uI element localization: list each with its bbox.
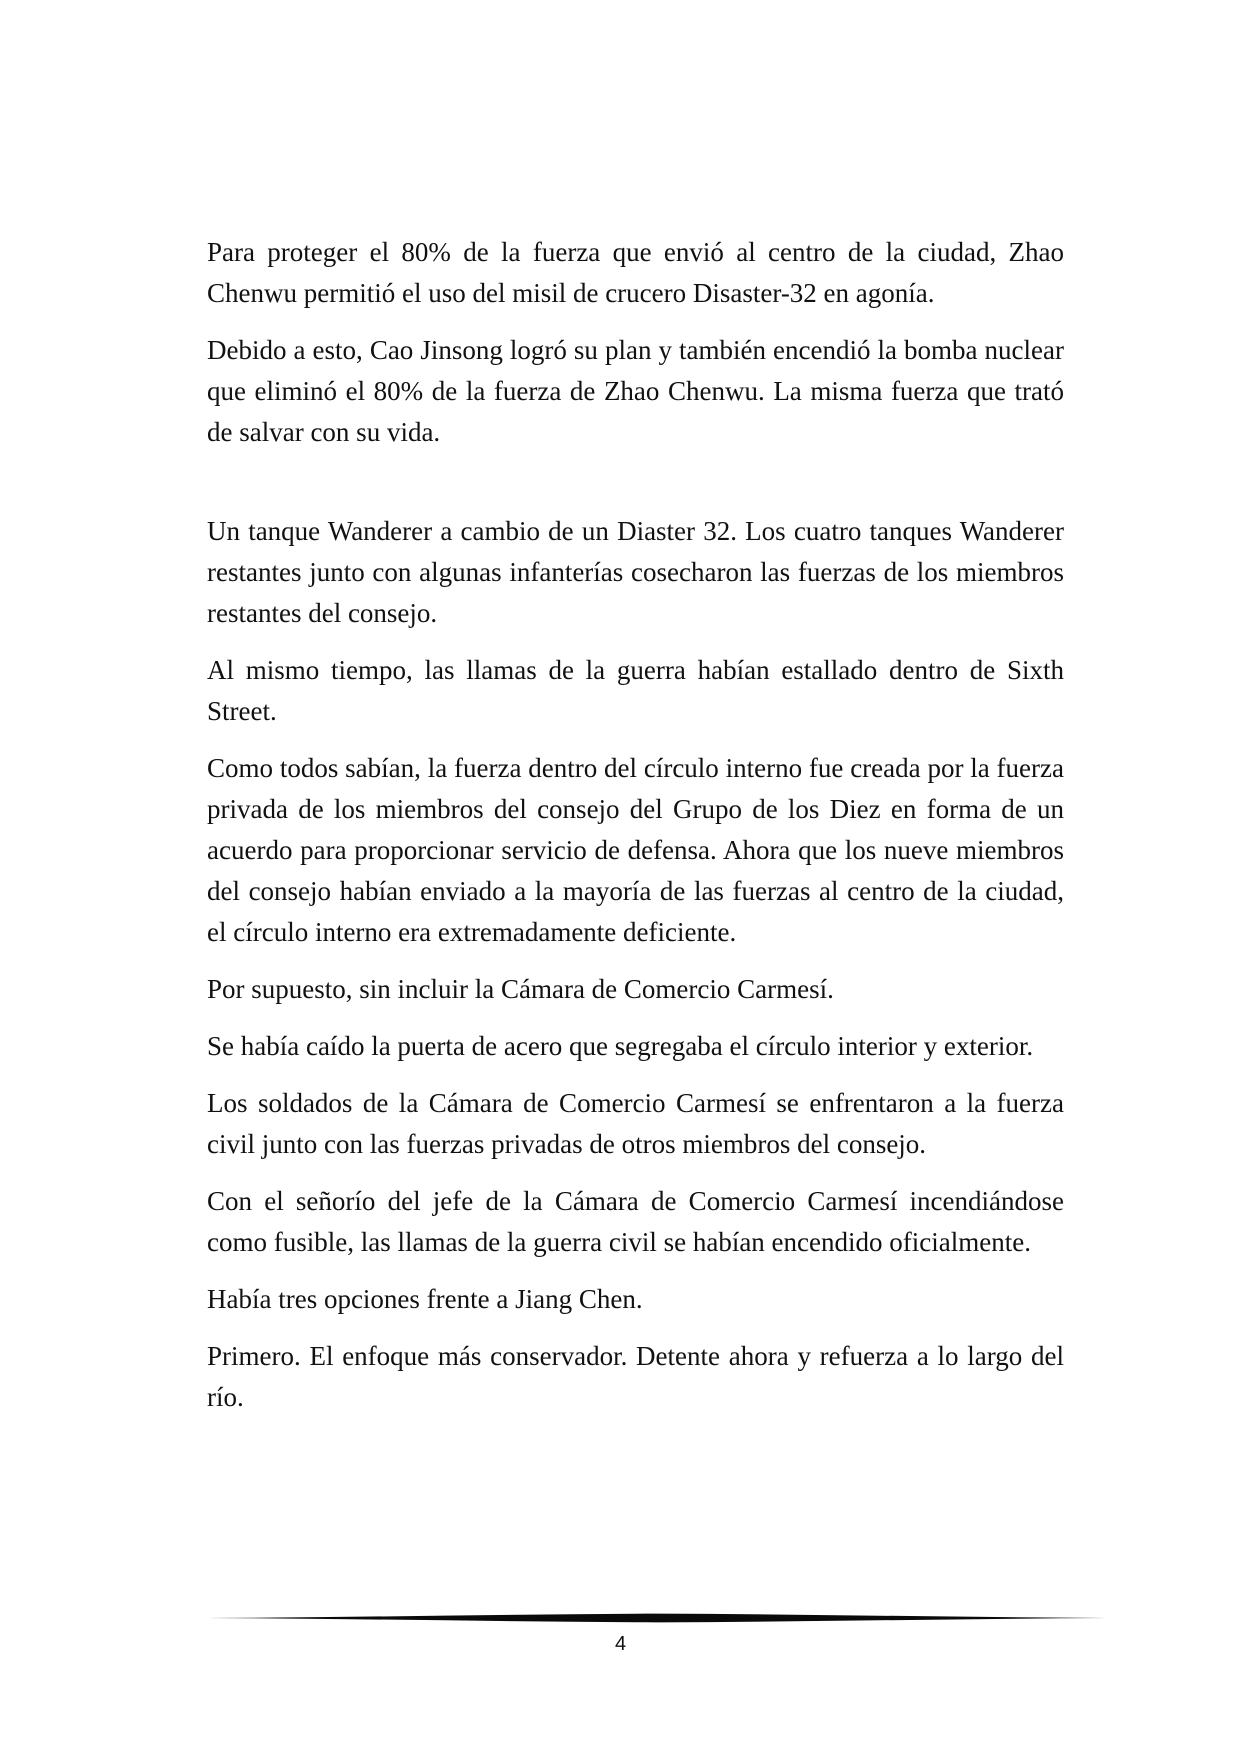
paragraph: Se había caído la puerta de acero que segregaba el círculo interior y exterior. <box>207 1031 1034 1061</box>
paragraph: Para proteger el 80% de la fuerza que envió al centro de la ciudad, Zhao Chenwu permitió el uso del misil de crucero Disaster-32 en agonía. <box>207 237 1064 308</box>
footer-divider <box>207 1612 1107 1624</box>
paragraph: Por supuesto, sin incluir la Cámara de Comercio Carmesí. <box>207 974 834 1004</box>
body-text <box>207 232 1064 1434</box>
paragraph: Como todos sabían, la fuerza dentro del círculo interno fue creada por la fuerza privada de los miembros del consejo del Grupo de los Diez en forma de un acuerdo para proporcionar servicio de defensa. Ahora que los nueve miembros del consejo habían enviado a la mayoría de las fuerzas al centro de la ciudad, el círculo interno era extremadamente deficiente. <box>207 753 1064 947</box>
page-number: 4 <box>614 1633 627 1655</box>
paragraph: Había tres opciones frente a Jiang Chen. <box>207 1284 643 1314</box>
paragraph: Primero. El enfoque más conservador. Detente ahora y refuerza a lo largo del río. <box>207 1341 1064 1412</box>
paragraph: Los soldados de la Cámara de Comercio Carmesí se enfrentaron a la fuerza civil junto con las fuerzas privadas de otros miembros del consejo. <box>207 1088 1064 1159</box>
paragraph: Al mismo tiempo, las llamas de la guerra habían estallado dentro de Sixth Street. <box>207 655 1064 726</box>
paragraph: Un tanque Wanderer a cambio de un Diaster 32. Los cuatro tanques Wanderer restantes junto con algunas infanterías cosecharon las fuerzas de los miembros restantes del consejo. <box>207 516 1064 628</box>
paragraph: Debido a esto, Cao Jinsong logró su plan y también encendió la bomba nuclear que eliminó el 80% de la fuerza de Zhao Chenwu. La misma fuerza que trató de salvar con su vida. <box>207 335 1064 447</box>
paragraph: Con el señorío del jefe de la Cámara de Comercio Carmesí incendiándose como fusible, las llamas de la guerra civil se habían encendido oficialmente. <box>207 1186 1064 1257</box>
